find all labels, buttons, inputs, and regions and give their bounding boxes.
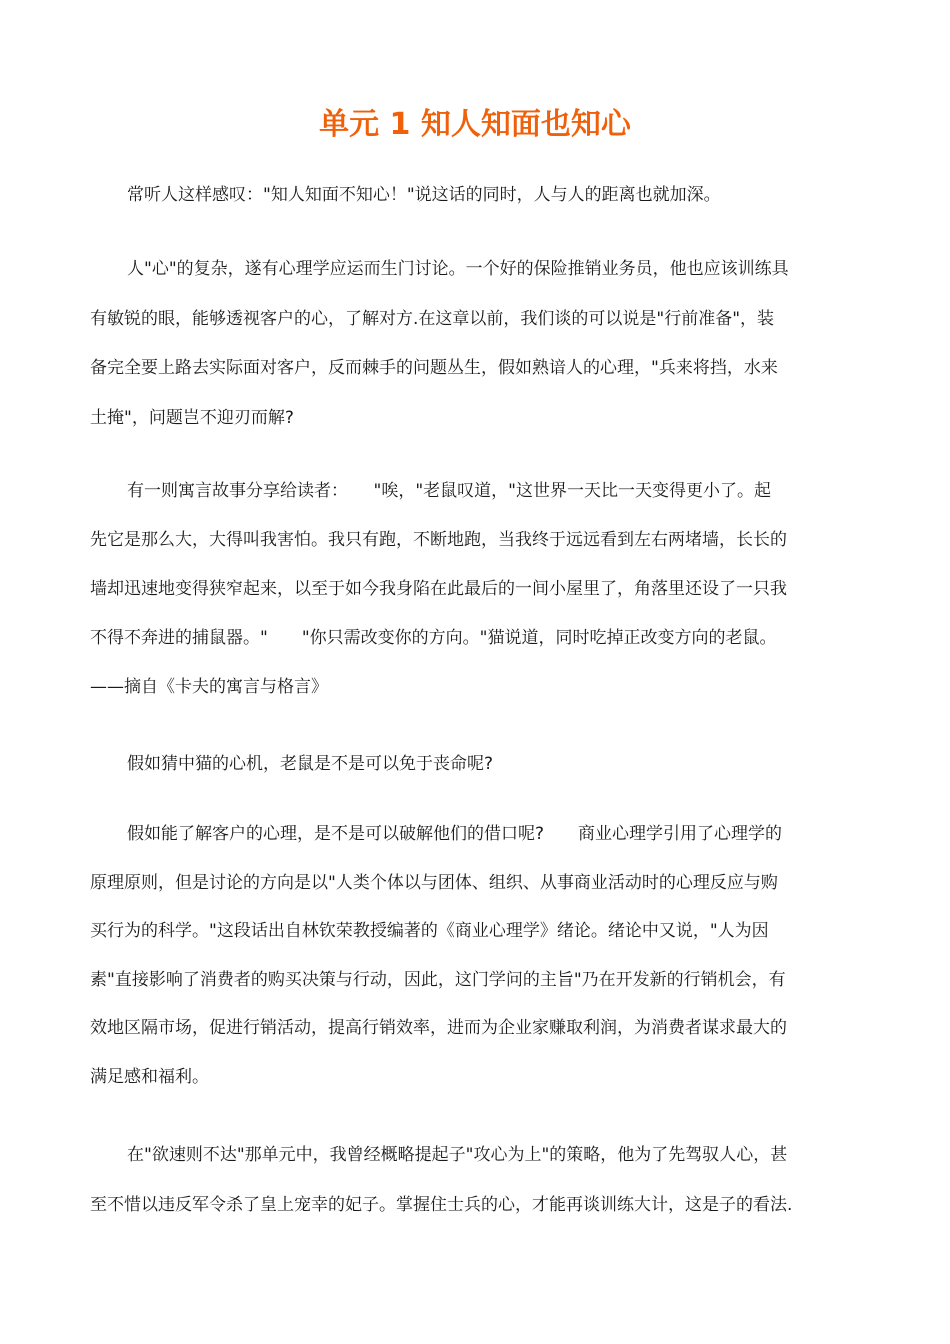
paragraph-line: 常听人这样感叹："知人知面不知心！"说这话的同时，人与人的距离也就加深。 — [127, 185, 721, 205]
paragraph-line: 不得不奔进的捕鼠器。" "你只需改变你的方向。"猫说道，同时吃掉正改变方向的老鼠。 — [90, 628, 777, 648]
paragraph-line: 有敏锐的眼，能够透视客户的心，了解对方.在这章以前，我们谈的可以说是"行前准备"，装 — [90, 308, 775, 329]
paragraph-line: 墙却迅速地变得狭窄起来，以至于如今我身陷在此最后的一间小屋里了，角落里还设了一只我 — [90, 579, 787, 599]
paragraph-line: 假如猜中猫的心机，老鼠是不是可以免于丧命呢? — [127, 754, 494, 774]
paragraph-6 — [90, 1130, 880, 1230]
paragraph-line: 买行为的科学。"这段话出自林钦荣教授编著的《商业心理学》绪论。绪论中又说，"人为因 — [90, 921, 769, 941]
paragraph-line: ——摘自《卡夫的寓言与格言》 — [90, 677, 328, 697]
paragraph-2 — [90, 245, 880, 443]
paragraph-line: 先它是那么大，大得叫我害怕。我只有跑，不断地跑，当我终于远远看到左右两堵墙，长长的 — [90, 530, 787, 550]
paragraph-3 — [90, 467, 880, 712]
paragraph-line: 备完全要上路去实际面对客户，反而棘手的问题丛生，假如熟谙人的心理，"兵来将挡，水来 — [90, 358, 778, 378]
paragraph-line: 原理原则，但是讨论的方向是以"人类个体以与团体、组织、从事商业活动时的心理反应与购 — [90, 872, 778, 893]
paragraph-line: 满足感和福利。 — [90, 1066, 209, 1087]
paragraph-line: 土掩"，问题岂不迎刃而解? — [90, 407, 294, 428]
paragraph-line: 假如能了解客户的心理，是不是可以破解他们的借口呢? 商业心理学引用了心理学的 — [127, 824, 783, 844]
paragraph-line: 素"直接影响了消费者的购买决策与行动，因此，这门学问的主旨"乃在开发新的行销机会，有 — [90, 969, 786, 990]
paragraph-line: 效地区隔市场，促进行销活动，提高行销效率，进而为企业家赚取利润，为消费者谋求最大的 — [90, 1018, 787, 1038]
paragraph-line: 有一则寓言故事分享给读者： "唉，"老鼠叹道，"这世界一天比一天变得更小了。起 — [127, 481, 771, 501]
paragraph-5 — [90, 810, 880, 1101]
paragraph-line: 在"欲速则不达"那单元中，我曾经概略提起子"攻心为上"的策略，他为了先驾驭人心，甚 — [127, 1145, 788, 1165]
paragraph-1 — [90, 171, 880, 221]
paragraph-line: 至不惜以违反军令杀了皇上宠幸的妃子。掌握住士兵的心，才能再谈训练大计，这是子的看法. — [90, 1195, 793, 1215]
document-title: 单元 1 知人知面也知心 — [319, 107, 631, 142]
paragraph-4 — [90, 740, 880, 790]
paragraph-line: 人"心"的复杂，遂有心理学应运而生门讨论。一个好的保险推销业务员，他也应该训练具 — [127, 259, 789, 279]
